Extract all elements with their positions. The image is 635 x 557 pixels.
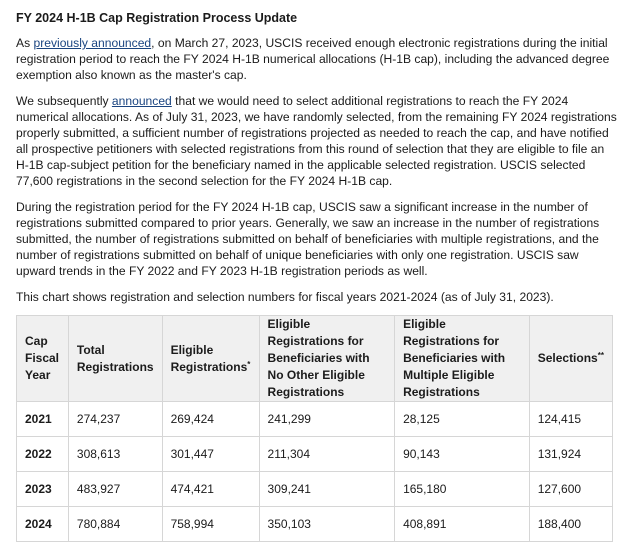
paragraph-selection-text-after: that we would need to select additional registrations to reach the FY 2024 numerical allocations. As of July 31, 2023, we have randomly selected, from the remaining FY 2024 registrations properly submitted, a sufficient number of registrations projected as needed to reach the cap, and have notified all prospective petitioners with selected registrations from this round of selection that they are eligible to file an H-1B cap-subject petition for the beneficiary named in the applicable selected registration. USCIS selected 77,600 registrations in the second selection for the FY 2024 H-1B cap. — [16, 94, 617, 188]
paragraph-intro-text-before: As — [16, 36, 34, 50]
cell-year: 2021 — [17, 402, 69, 437]
table-row — [17, 472, 613, 507]
header-no-other-eligible: Eligible Registrations for Beneficiaries with No Other Eligible Registrations — [259, 316, 395, 402]
table-row — [17, 437, 613, 472]
paragraph-intro — [16, 35, 619, 83]
page-title: FY 2024 H-1B Cap Registration Process Update — [16, 11, 298, 25]
cell-eligible: 758,994 — [162, 507, 259, 542]
registration-table — [16, 315, 613, 542]
cell-multiple: 90,143 — [395, 437, 530, 472]
paragraph-selection — [16, 93, 619, 189]
cell-selections: 127,600 — [529, 472, 612, 507]
header-total-registrations: Total Registrations — [68, 316, 162, 402]
cell-total: 780,884 — [68, 507, 162, 542]
cell-multiple: 408,891 — [395, 507, 530, 542]
cell-no-other: 211,304 — [259, 437, 395, 472]
cell-eligible: 474,421 — [162, 472, 259, 507]
footnote-marker: ** — [597, 351, 604, 360]
header-eligible-registrations-label: Eligible Registrations — [170, 342, 248, 374]
cell-multiple: 28,125 — [395, 402, 530, 437]
header-cap-fiscal-year: Cap Fiscal Year — [17, 316, 69, 402]
cell-no-other: 241,299 — [259, 402, 395, 437]
cell-selections: 188,400 — [529, 507, 612, 542]
cell-year: 2024 — [17, 507, 69, 542]
paragraph-trends: During the registration period for the FY 2024 H-1B cap, USCIS saw a significant increase in the number of registrations submitted compared to prior years. Generally, we saw an increase in the number of registrations submitted, the number of registrations submitted on behalf of beneficiaries with multiple registrations, and the number of registrations submitted on behalf of unique beneficiaries with only one registration. USCIS saw upward trends in the FY 2022 and FY 2023 H-1B registration periods as well. — [16, 200, 600, 278]
previously-announced-link[interactable]: previously announced — [33, 36, 152, 50]
cell-year: 2023 — [17, 472, 69, 507]
header-selections-label: Selections — [537, 351, 598, 365]
paragraph-selection-text-before: We subsequently — [16, 94, 112, 108]
footnote-marker: * — [247, 359, 251, 369]
table-header-row — [17, 316, 613, 402]
paragraph-intro-text-after: , on March 27, 2023, USCIS received enough electronic registrations during the initial registration period to reach the FY 2024 H-1B numerical allocations (H-1B cap), including the advanced degree exemption also known as the master's cap. — [16, 36, 610, 82]
cell-total: 308,613 — [68, 437, 162, 472]
header-eligible-registrations — [162, 316, 259, 402]
header-multiple-eligible: Eligible Registrations for Beneficiaries with Multiple Eligible Registrations — [395, 316, 530, 402]
table-row — [17, 402, 613, 437]
cell-total: 274,237 — [68, 402, 162, 437]
announced-link[interactable]: announced — [111, 94, 172, 108]
cell-selections: 131,924 — [529, 437, 612, 472]
cell-eligible: 301,447 — [162, 437, 259, 472]
cell-no-other: 309,241 — [259, 472, 395, 507]
table-row — [17, 507, 613, 542]
cell-no-other: 350,103 — [259, 507, 395, 542]
header-selections — [529, 316, 612, 402]
cell-year: 2022 — [17, 437, 69, 472]
cell-eligible: 269,424 — [162, 402, 259, 437]
paragraph-chart-intro: This chart shows registration and selection numbers for fiscal years 2021-2024 (as of July 31, 2023). — [16, 290, 554, 304]
cell-multiple: 165,180 — [395, 472, 530, 507]
cell-selections: 124,415 — [529, 402, 612, 437]
cell-total: 483,927 — [68, 472, 162, 507]
